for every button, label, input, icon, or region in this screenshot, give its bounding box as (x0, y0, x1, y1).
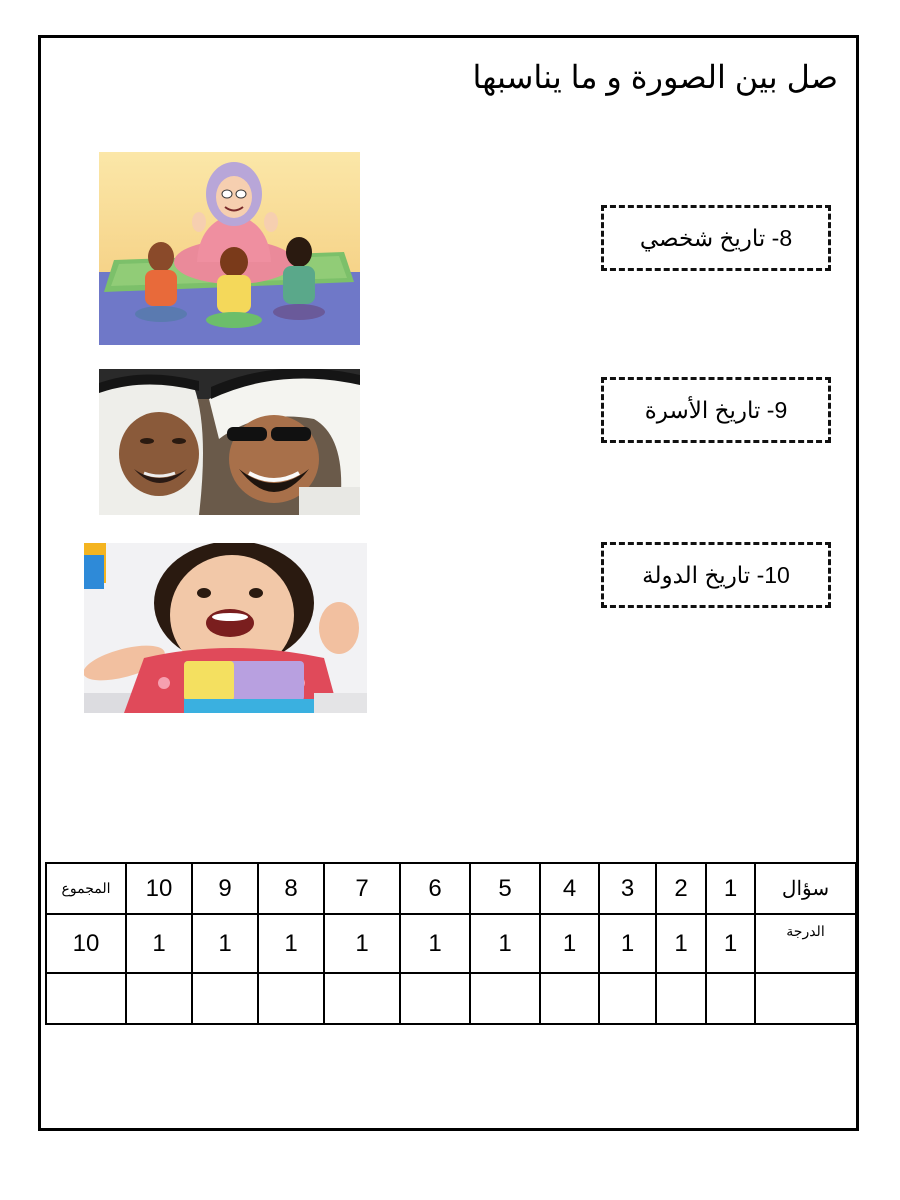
toddler-picture[interactable] (84, 543, 367, 713)
grandmother-story-picture[interactable] (99, 152, 360, 345)
grade-cell: 1 (656, 914, 706, 973)
question-number-cell: 4 (540, 863, 599, 914)
answer-cell[interactable] (192, 973, 258, 1024)
grade-cell: 1 (126, 914, 192, 973)
question-number-cell: 5 (470, 863, 540, 914)
total-value-cell: 10 (46, 914, 126, 973)
grade-cell: 1 (324, 914, 400, 973)
score-table-question-row (46, 863, 856, 914)
question-number-cell: 6 (400, 863, 470, 914)
worksheet-title: صل بين الصورة و ما يناسبها (472, 59, 838, 95)
score-table (45, 862, 857, 1025)
grade-label-cell: الدرجة (755, 914, 856, 973)
question-number-cell: 10 (126, 863, 192, 914)
answer-cell[interactable] (258, 973, 324, 1024)
option-box-8[interactable] (601, 205, 831, 271)
grade-cell: 1 (599, 914, 656, 973)
question-number-cell: 7 (324, 863, 400, 914)
answer-cell[interactable] (706, 973, 755, 1024)
answer-cell[interactable] (324, 973, 400, 1024)
score-table-answer-row (46, 973, 856, 1024)
question-number-cell: 9 (192, 863, 258, 914)
toddler-photo (84, 543, 367, 713)
answer-cell[interactable] (470, 973, 540, 1024)
grade-cell: 1 (540, 914, 599, 973)
answer-total-cell[interactable] (46, 973, 126, 1024)
option-label-10: 10- تاريخ الدولة (642, 561, 790, 588)
option-label-9: 9- تاريخ الأسرة (644, 396, 788, 423)
answer-cell[interactable] (540, 973, 599, 1024)
question-number-cell: 1 (706, 863, 755, 914)
question-number-cell: 3 (599, 863, 656, 914)
grade-cell: 1 (192, 914, 258, 973)
question-number-cell: 2 (656, 863, 706, 914)
grade-cell: 1 (706, 914, 755, 973)
two-men-picture[interactable] (99, 369, 360, 515)
answer-cell[interactable] (656, 973, 706, 1024)
two-men-photo (99, 369, 360, 515)
answer-cell[interactable] (126, 973, 192, 1024)
total-label-cell: المجموع (46, 863, 126, 914)
answer-cell[interactable] (400, 973, 470, 1024)
option-box-10[interactable] (601, 542, 831, 608)
score-table-grade-row (46, 914, 856, 973)
option-box-9[interactable] (601, 377, 831, 443)
grade-cell: 1 (470, 914, 540, 973)
grade-cell: 1 (258, 914, 324, 973)
grandmother-story-illustration (99, 152, 360, 345)
option-label-8: 8- تاريخ شخصي (639, 224, 793, 251)
question-number-cell: 8 (258, 863, 324, 914)
answer-cell[interactable] (599, 973, 656, 1024)
grade-cell: 1 (400, 914, 470, 973)
question-label-cell: سؤال (755, 863, 856, 914)
answer-label-cell (755, 973, 856, 1024)
